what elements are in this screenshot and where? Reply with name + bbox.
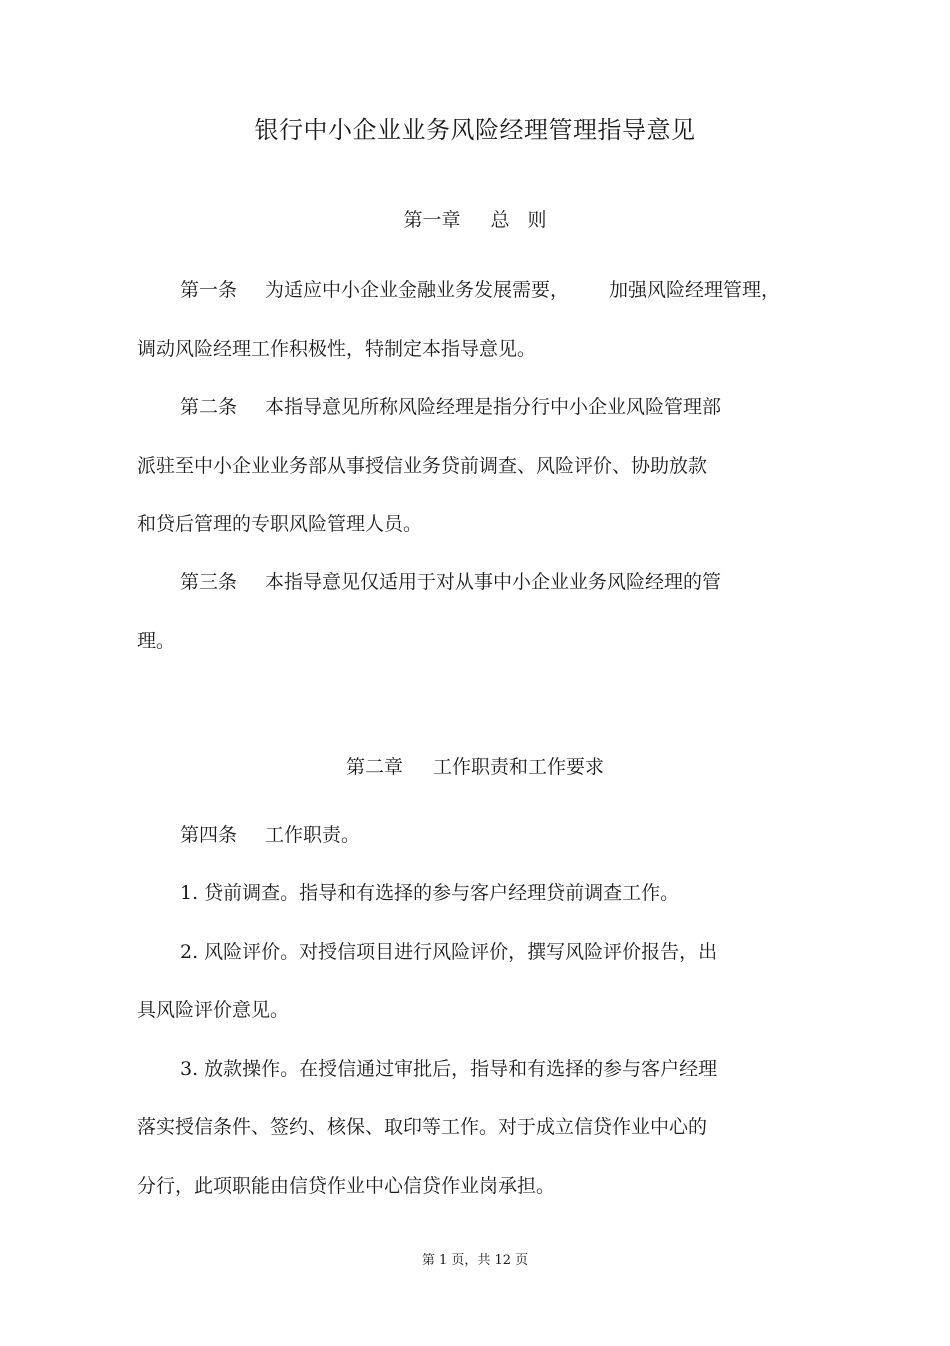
chapter-1-name-part1: 总: [490, 209, 510, 231]
article-1-text-b: 加强风险经理管理，: [609, 279, 781, 301]
article-3-label: 第三条: [180, 571, 238, 593]
item-1-line-1: 1. 贷前调查。指导和有选择的参与客户经理贷前调查工作。: [180, 882, 680, 904]
chapter-1-name-part2: 则: [527, 209, 547, 231]
article-1-line-1: [180, 275, 780, 302]
item-2-line-1: 2. 风险评价。对授信项目进行风险评价，撰写风险评价报告，出: [180, 941, 718, 963]
article-2-line-1: [180, 392, 721, 419]
item-3-line-2: 落实授信条件、签约、核保、取印等工作。对于成立信贷作业中心的: [137, 1116, 708, 1138]
article-1-text-a: 为适应中小企业金融业务发展需要，: [265, 279, 570, 301]
document-title: 银行中小企业业务风险经理管理指导意见: [254, 116, 696, 144]
article-2-text: 本指导意见所称风险经理是指分行中小企业风险管理部: [265, 396, 722, 418]
article-3-line-2: 理。: [137, 630, 176, 652]
article-4-text: 工作职责。: [265, 824, 361, 846]
article-1-line-2: 调动风险经理工作积极性，特制定本指导意见。: [137, 338, 537, 360]
article-2-line-2: 派驻至中小企业业务部从事授信业务贷前调查、风险评价、协助放款: [137, 455, 708, 477]
item-3-line-1: 3. 放款操作。在授信通过审批后，指导和有选择的参与客户经理: [180, 1058, 718, 1080]
chapter-2-name: 工作职责和工作要求: [433, 756, 605, 778]
item-2-line-2: 具风险评价意见。: [137, 999, 290, 1021]
article-4-line: [180, 820, 360, 847]
item-3-line-3: 分行，此项职能由信贷作业中心信贷作业岗承担。: [137, 1175, 556, 1197]
page-indicator: 第 1 页，共 12 页: [421, 1253, 529, 1268]
chapter-1-number: 第一章: [403, 209, 461, 231]
article-3-text: 本指导意见仅适用于对从事中小企业业务风险经理的管: [265, 571, 722, 593]
article-2-line-3: 和贷后管理的专职风险管理人员。: [137, 513, 423, 535]
chapter-2-number: 第二章: [345, 756, 403, 778]
article-2-label: 第二条: [180, 396, 238, 418]
chapter-1-heading: [0, 205, 950, 232]
article-3-line-1: [180, 567, 721, 594]
chapter-2-heading: [0, 752, 950, 779]
article-4-label: 第四条: [180, 824, 238, 846]
article-1-label: 第一条: [180, 279, 238, 301]
